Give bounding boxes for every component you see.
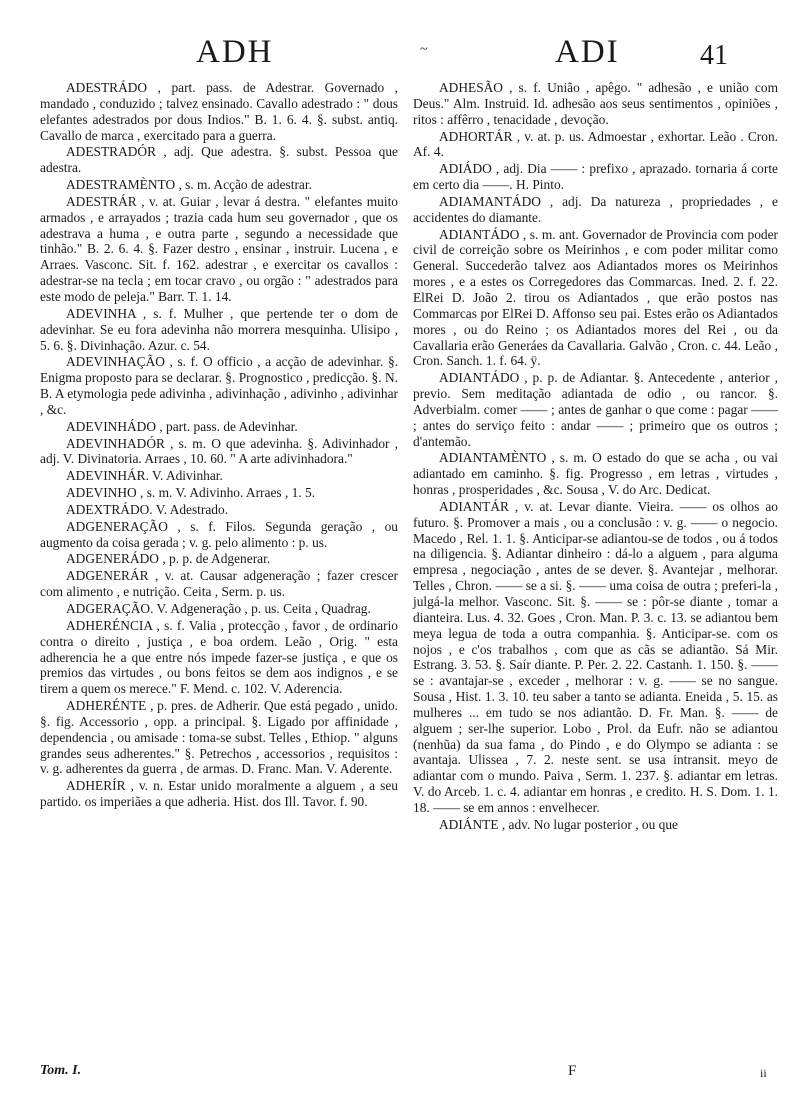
entry-adgenerado: ADGENERÁDO , p. p. de Adgenerar. bbox=[66, 551, 271, 567]
header-left-guide-word: ADH bbox=[196, 34, 274, 70]
entry-adgeneracao: ADGENERAÇÃO , s. f. Filos. Segunda geração , ou augmento da coisa gerada ; v. g. pelo alimento : p. us. bbox=[40, 518, 398, 550]
entry-adiantado-participle: ADIANTÁDO , p. p. de Adiantar. §. Antecedente , anterior , previo. Sem meditação adiantada de odio , ou rancor. §. Adverbialm. comer —— ; antes de ganhar o que come : pagar —— ; antes do serviço feito : andar —— ; primeiro que os outros ; d'antemão. bbox=[413, 370, 778, 449]
entry-adgeracao: ADGERAÇÃO. V. Adgeneração , p. us. Ceita , Quadrag. bbox=[66, 601, 371, 616]
catchword: ii bbox=[760, 1066, 767, 1080]
volume-label: Tom. I. bbox=[40, 1063, 82, 1078]
entry-adestramento: ADESTRAMÈNTO , s. m. Acção de adestrar. bbox=[66, 177, 312, 193]
header-mark: ~ bbox=[420, 42, 428, 57]
entry-adestrador: ADESTRADÓR , adj. Que adestra. §. subst. Pessoa que adestra. bbox=[40, 144, 398, 176]
running-header bbox=[0, 34, 797, 84]
entry-adextrado: ADEXTRÁDO. V. Adestrado. bbox=[66, 501, 229, 517]
entry-adevinhacao: ADEVINHAÇÃO , s. f. O officio , a acção de adevinhar. §. Enigma proposto para se declarar. §. Prognostico , predicção. §. N. B. A etymologia pede adivinha , adivinhação , adivinho , adivinhar , &c. bbox=[40, 354, 398, 417]
entry-adherencia: ADHERÉNCIA , s. f. Valia , protecção , favor , de ordinario contra o direito , justiça , e boa ordem. Leão , Orig. " esta adherencia he a que entre nós impede fazer-se justiça , e que os premios das virtudes , ou bons feitos se dem aos indignos , e se tirem a quem os merece." F. Mend. c. 102. V. Aderencia. bbox=[40, 617, 398, 697]
entry-adevinhado: ADEVINHÁDO , part. pass. de Adevinhar. bbox=[66, 418, 298, 434]
entry-adgenerar: ADGENERÁR , v. at. Causar adgeneração ; fazer crescer com alimento , e nutrição. Ceita , Serm. p. us. bbox=[40, 568, 398, 600]
page-number: 41 bbox=[700, 40, 728, 71]
entry-adherente: ADHERÉNTE , p. pres. de Adherir. Que está pegado , unido. §. fig. Accessorio , opp. a principal. §. Ligado por affinidade , dependencia , ou amisade : toma-se subst. Telles , Ethiop. " alguns grandes seus adherentes." §. Petrechos , accessorios , requisitos : v. g. adherentes da guerra , de armas. D. Franc. Man. V. Aderente. bbox=[40, 698, 398, 777]
entry-adiante: ADIÁNTE , adv. No lugar posterior , ou que bbox=[439, 816, 678, 832]
signature-mark: F bbox=[568, 1063, 577, 1079]
left-column bbox=[40, 80, 398, 811]
entry-adiamantado: ADIAMANTÁDO , adj. Da natureza , propriedades , e accidentes do diamante. bbox=[413, 193, 778, 225]
entry-adestrar: ADESTRÁR , v. at. Guiar , levar á destra. " elefantes muito armados , e arrayados ; trazia cada hum seu governador , que os adestrava a huma , e outra parte , segundo a necessidade que tinhão." B. 2. 6. 4. §. Fazer destro , ensinar , instruir. Lucena , e Arraes. Vasconc. Sit. f. 162. adestrar , e exercitar os cavallos : adestrar-se na tecla ; em tocar cravo , ou orgão : " adestrados para este modo de peleja." Barr. T. 1. 14. bbox=[40, 193, 398, 304]
entry-adiantado-noun: ADIANTÁDO , s. m. ant. Governador de Provincia com poder civil de correição sobre os Meirinhos , e com poder militar como General. Succederão talvez aos Adiantados mores os Meirinhos mores , e a estes os Corregedores das Commarcas. Ined. 2. f. 22. ElRei D. João 2. tirou os Adiantados , que erão postos nas Commarcas por ElRei D. Affonso seu pai. Estes erão os Adiantados mores , ou do Reino ; os Adiantados mores del Rei , ou da Cavallaria erão Generáes da Cavallaria. Galvão , Cron. c. 44. Leão , Cron. Sanch. 1. f. 64. ÿ. bbox=[413, 226, 778, 369]
entry-adevinho: ADEVINHO , s. m. V. Adivinho. Arraes , 1. 5. bbox=[66, 485, 316, 501]
header-right-guide-word: ADI bbox=[555, 34, 620, 70]
entry-adevinhar: ADEVINHÁR. V. Adivinhar. bbox=[66, 468, 223, 484]
entry-adestrado: ADESTRÁDO , part. pass. de Adestrar. Governado , mandado , conduzido ; talvez ensinado. Cavallo adestrado : " dous elefantes adestrados por dous Indios." B. 1. 6. 4. §. subst. antiq. Cavallo de marca , exercitado para a guerra. bbox=[40, 80, 398, 143]
entry-adevinha: ADEVINHA , s. f. Mulher , que pertende ter o dom de adevinhar. Se eu fora adevinha não morrera mesquinha. Ulisipo , 5. 6. §. Divinhação. Azur. c. 54. bbox=[40, 305, 398, 353]
entry-adiantamento: ADIANTAMÈNTO , s. m. O estado do que se acha , ou vai adiantado em caminho. §. fig. Progresso , em letras , virtudes , honras , prosperidades , &c. Sousa , V. do Arc. Dedicat. bbox=[413, 450, 778, 498]
entry-adherir: ADHERÍR , v. n. Estar unido moralmente a alguem , a seu partido. os imperiães a que adheria. Hist. dos Ill. Tavor. f. 90. bbox=[40, 778, 398, 810]
entry-adiantar: ADIANTÁR , v. at. Levar diante. Vieira. —— os olhos ao futuro. §. Promover a mais , ou a conclusão : v. g. —— o negocio. Macedo , Rel. 1. 1. §. Anticipar-se adiantou-se de todos , ou á todos na diligencia. §. Adiantar dinheiro : dá-lo a alguem , para alguma empresa , negociação , antes de se dever. §. Avantejar , melhorar. Telles , Chron. —— se a si. §. —— uma coisa de outra ; preferi-la , julgá-la melhor. Vasconc. Sit. §. —— se : pôr-se diante , tomar a dianteira. Lus. 4. 32. Goes , Cron. Man. P. 3. c. 13. se adiantou bem meya legua de toda a outra companhia. §. Anticipar-se. com os nojos , e c'os trabalhos , com que as cãs se adiantão. Sá Mir. Estrang. 3. 53. §. Saír diante. P. Per. 2. 22. Castanh. 1. 150. §. —— se : avantajar-se , exceder , melhorar : v. g. —— se no sangue. Sousa , Hist. 1. 3. 10. teu saber a tanto se adianta. Eneida , 5. 15. as mulheres ... em tudo se nos adiantão. D. Fr. Man. §. —— de alguem ; ser-lhe superior. Lobo , Prol. da Eufr. não se adiantou (nenhũa) da sua fama , do Pindo , e do Olympo se adianta : se avantaja. Ulissea , 7. 2. neste sent. se usa intransit. meyo de adiantar com o mundo. Paiva , Serm. 1. 237. §. adiantar em letras. V. do Arceb. 1. c. 4. adiantar em honras , e credito. H. S. Dom. 1. 1. 18. —— se em annos : envelhecer. bbox=[413, 498, 778, 815]
entry-adhortar: ADHORTÁR , v. at. p. us. Admoestar , exhortar. Leão . Cron. Af. 4. bbox=[413, 128, 778, 160]
entry-adhesao: ADHESÃO , s. f. União , apêgo. " adhesão , e união com Deus." Alm. Instruid. Id. adhesão aos seus sentimentos , opiniões , ritos : affêrro , tenacidade , devoção. bbox=[413, 80, 778, 127]
entry-adevinhador: ADEVINHADÓR , s. m. O que adevinha. §. Adivinhador , adj. V. Divinatoria. Arraes , 10. 60. " A arte adivinhadora." bbox=[40, 435, 398, 467]
entry-adiado: ADIÁDO , adj. Dia —— : prefixo , aprazado. tornaria á corte em certo dia ——. H. Pinto. bbox=[413, 161, 778, 193]
right-column bbox=[413, 80, 778, 834]
